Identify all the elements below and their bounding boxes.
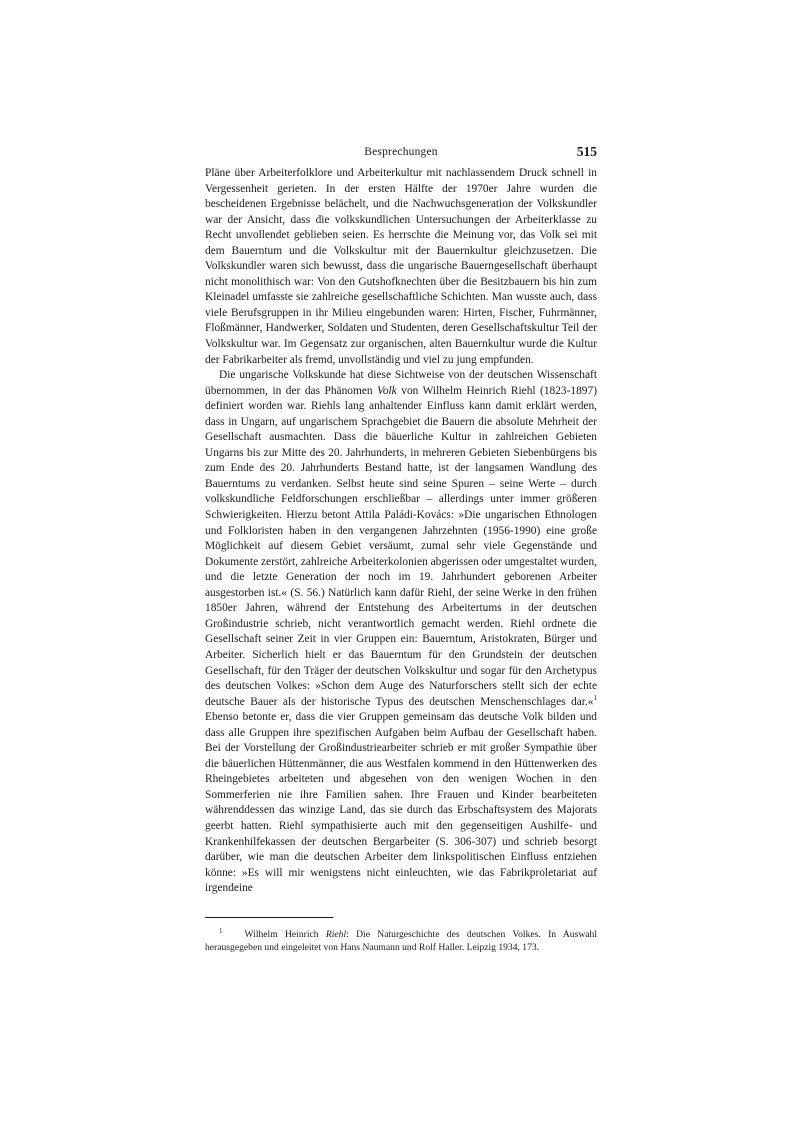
term-volk: Volk	[377, 384, 397, 397]
page-number: 515	[576, 144, 597, 159]
footnote-reference[interactable]: 1	[593, 693, 597, 702]
paragraph-2	[205, 368, 597, 897]
paragraph-2-part-b: von Wilhelm Heinrich Riehl (1823-1897) definiert worden war. Riehls lang anhaltender Einfluss kann damit erklärt werden, dass in Ungarn, auf ungarischem Sprachgebiet die Bauern die absolute Mehrheit der Gesellschaft ausmachten. Dass die bäuerliche Kultur in zahlreichen Gebieten Ungarns bis zur Mitte des 20. Jahrhunderts, in mehreren Gebieten Siebenbürgens bis zum Ende des 20. Jahrhunderts Bestand hatte, ist der langsamen Wandlung des Bauerntums zu verdanken. Selbst heute sind seine Spuren – seine Werte – durch volkskundliche Feldforschungen erschließbar – allerdings unter immer größeren Schwierigkeiten. Hierzu betont Attila Paládi-Kovács: »Die ungarischen Ethnologen und Folkloristen haben in den vergangenen Jahrzehnten (1956-1990) eine große Möglichkeit auf diesem Gebiet versäumt, zumal sehr viele Gegenstände und Dokumente zerstört, zahlreiche Arbeiterkolonien abgerissen oder umgestaltet wurden, und die letzte Generation der noch im 19. Jahrhundert geborenen Arbeiter ausgestorben ist.« (S. 56.) Natürlich kann dafür Riehl, der seine Werke in den frühen 1850er Jahren, während der Entstehung des Arbeitertums in der deutschen Großindustrie schrieb, nicht verantwortlich gemacht werden. Riehl ordnete die Gesellschaft seiner Zeit in vier Gruppen ein: Bauerntum, Aristokraten, Bürger und Arbeiter. Sicherlich hielt er das Bauerntum für den Grundstein der deutschen Gesellschaft, für den Träger der deutschen Volkskultur und sogar für den Archetypus des deutschen Volkes: »Schon dem Auge des Naturforschers stellt sich der echte deutsche Bauer als der historische Typus des deutschen Menschenschlages dar.«	[205, 384, 597, 708]
page	[205, 144, 597, 954]
paragraph-2-part-a: Die ungarische Volkskunde hat diese Sichtweise von der deutschen Wissenschaft übernommen, in der das Phänomen	[205, 369, 597, 397]
footnote-1	[205, 928, 597, 954]
footnote-separator	[205, 917, 333, 918]
footnote-text: : Die Naturgeschichte des deutschen Volkes. In Auswahl herausgegeben und eingeleitet von Hans Naumann und Rolf Haller. Leipzig 1934, 173.	[205, 928, 597, 953]
running-head	[205, 144, 597, 166]
footnote-author-last: Riehl	[325, 928, 347, 940]
body-text	[205, 166, 597, 897]
running-head-section: Besprechungen	[364, 146, 438, 158]
paragraph-1: Pläne über Arbeiterfolklore und Arbeiterkultur mit nachlassendem Druck schnell in Vergessenheit gerieten. In der ersten Hälfte der 1970er Jahre wurden die bescheidenen Ergebnisse belächelt, und die Nachwuchsgeneration der Volkskundler war der Ansicht, dass die volkskundlichen Untersuchungen der Arbeiterklasse zu Recht unvollendet geblieben seien. Es herrschte die Meinung vor, das Volk sei mit dem Bauerntum und die Volkskultur mit der Bauernkultur gleichzusetzen. Die Volkskundler waren sich bewusst, dass die ungarische Bauerngesellschaft überhaupt nicht monolithisch war: Von den Gutshofknechten über die Besitzbauern bis hin zum Kleinadel umfasste sie zahlreiche gesellschaftliche Schichten. Man wusste auch, dass viele Berufsgruppen in ihr Milieu eingebunden waren: Hirten, Fischer, Fuhrmänner, Floßmänner, Handwerker, Soldaten und Studenten, deren Gesellschaftskultur Teil der Volkskultur war. Im Gegensatz zur organischen, alten Bauernkultur wurde die Kultur der Fabrikarbeiter als fremd, unvollständig und viel zu jung empfunden.	[205, 167, 597, 366]
footnote-author-first: Wilhelm Heinrich	[244, 928, 326, 940]
footnote-marker: 1	[219, 926, 223, 935]
paragraph-2-part-c: Ebenso betonte er, dass die vier Gruppen gemeinsam das deutsche Volk bilden und dass alle Gruppen ihre spezifischen Aufgaben beim Aufbau der Gesellschaft haben. Bei der Vorstellung der Großindustriearbeiter schrieb er mit großer Sympathie über die bäuerlichen Hüttenmänner, die aus Westfalen kommend in den Hüttenwerken des Rheingebietes arbeiteten und abgesehen von den wenigen Wochen in den Sommerferien nie ihre Familien sahen. Ihre Frauen und Kinder bearbeiteten währenddessen das winzige Land, das sie durch das Erbschaftsystem des Majorats geerbt hatten. Riehl sympathisierte auch mit den gegenseitigen Aushilfe- und Krankenhilfekassen der deutschen Bergarbeiter (S. 306-307) und schrieb besorgt darüber, wie man die deutschen Arbeiter dem linkspolitischen Einfluss entziehen könne: »Es will mir wenigstens nicht einleuchten, wie das Fabrikproletariat auf irgendeine	[205, 711, 597, 895]
